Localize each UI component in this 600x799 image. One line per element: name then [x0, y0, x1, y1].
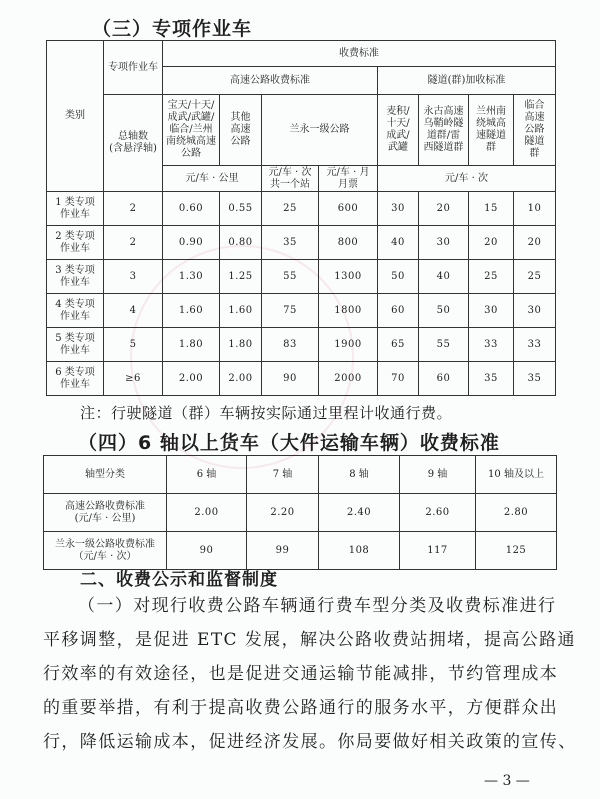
unit-per-trip-station: 元/车 · 次 共一个站	[262, 166, 319, 192]
cell-yonggu: 20	[419, 192, 469, 226]
special-vehicle-table	[46, 40, 556, 396]
header-axles: 总轴数 (含悬浮轴)	[104, 95, 163, 192]
cell-linhe: 30	[514, 294, 556, 328]
cell-maiji: 30	[378, 192, 419, 226]
unit-per-km: 元/车 · 公里	[163, 166, 262, 192]
cell-lanyong-month: 2000	[319, 362, 378, 396]
cell-other: 1.25	[220, 260, 262, 294]
part2-body	[0, 589, 600, 759]
cell-axles: 2	[104, 226, 163, 260]
row-category: 5 类专项作业车	[47, 328, 104, 362]
tunnel-note: 注：行驶隧道（群）车辆按实际通过里程计收通行费。	[80, 404, 453, 422]
table-row	[47, 294, 556, 328]
cell-lanyong-month: 600	[319, 192, 378, 226]
cell-linhe: 25	[514, 260, 556, 294]
cell-value: 99	[247, 532, 319, 570]
paragraph-line: 的重要举措，有利于提高收费公路通行的服务水平，方便群众出	[43, 698, 559, 718]
cell-baotian: 0.90	[163, 226, 220, 260]
cell-baotian: 1.80	[163, 328, 220, 362]
cell-maiji: 60	[378, 294, 419, 328]
cell-value: 2.80	[476, 494, 557, 532]
cell-lanyong-month: 1900	[319, 328, 378, 362]
header-tunnel-standard: 隧道(群)加收标准	[378, 67, 556, 95]
table-row	[44, 494, 557, 532]
header-col-baotian: 宝天/十天/成武/武罐/临合/兰州南绕城高速公路	[163, 95, 220, 166]
unit-monthly-pass: 元/车 · 月 月票	[319, 166, 378, 192]
cell-value: 108	[319, 532, 400, 570]
header-vehicle: 专项作业车	[104, 41, 163, 95]
header-axle-count: 8 轴	[319, 456, 400, 494]
cell-baotian: 0.60	[163, 192, 220, 226]
cell-yonggu: 55	[419, 328, 469, 362]
header-col-lanzhou: 兰州南绕城高速隧道群	[469, 95, 514, 166]
cell-yonggu: 60	[419, 362, 469, 396]
paragraph-line: 行效率的有效途径，也是促进交通运输节能减排，节约管理成本	[43, 664, 559, 684]
page-number: — 3 —	[484, 773, 530, 789]
cell-yonggu: 30	[419, 226, 469, 260]
section3-title: （三）专项作业车	[92, 18, 253, 40]
cell-value: 2.20	[247, 494, 319, 532]
paragraph-line: （一）对现行收费公路车辆通行费车型分类及收费标准进行	[78, 596, 557, 616]
cell-axles: ≥6	[104, 362, 163, 396]
cell-lanyong-trip: 75	[262, 294, 319, 328]
cell-maiji: 65	[378, 328, 419, 362]
cell-linhe: 33	[514, 328, 556, 362]
cell-yonggu: 50	[419, 294, 469, 328]
cell-lanyong-month: 1300	[319, 260, 378, 294]
cell-lanzhou: 30	[469, 294, 514, 328]
cell-value: 117	[400, 532, 476, 570]
cell-lanzhou: 33	[469, 328, 514, 362]
cell-lanyong-month: 800	[319, 226, 378, 260]
row-category: 3 类专项作业车	[47, 260, 104, 294]
cell-lanzhou: 15	[469, 192, 514, 226]
table-row	[47, 260, 556, 294]
table-row	[44, 532, 557, 570]
row-category: 4 类专项作业车	[47, 294, 104, 328]
cell-yonggu: 40	[419, 260, 469, 294]
table-header-row	[44, 456, 557, 494]
row-category: 6 类专项作业车	[47, 362, 104, 396]
header-axle-count: 10 轴及以上	[476, 456, 557, 494]
header-toll-standard: 收费标准	[163, 41, 556, 67]
cell-lanyong-trip: 90	[262, 362, 319, 396]
header-col-maiji: 麦积/十天/成武/武罐	[378, 95, 419, 166]
cell-lanzhou: 20	[469, 226, 514, 260]
cell-axles: 4	[104, 294, 163, 328]
cell-linhe: 35	[514, 362, 556, 396]
unit-per-trip: 元/车 · 次	[378, 166, 556, 192]
cell-lanyong-trip: 55	[262, 260, 319, 294]
cell-other: 0.80	[220, 226, 262, 260]
cell-axles: 2	[104, 192, 163, 226]
paragraph-line: 行，降低运输成本，促进经济发展。你局要做好相关政策的宣传、	[43, 732, 577, 752]
header-expressway-standard: 高速公路收费标准	[163, 67, 378, 95]
cell-lanyong-trip: 25	[262, 192, 319, 226]
table-row	[47, 226, 556, 260]
header-axle-count: 9 轴	[400, 456, 476, 494]
cell-other: 1.60	[220, 294, 262, 328]
cell-other: 1.80	[220, 328, 262, 362]
header-axle-count: 7 轴	[247, 456, 319, 494]
section4-title: （四）6 轴以上货车（大件运输车辆）收费标准	[78, 432, 500, 454]
cell-baotian: 1.60	[163, 294, 220, 328]
cell-maiji: 40	[378, 226, 419, 260]
cell-value: 2.40	[319, 494, 400, 532]
cell-baotian: 1.30	[163, 260, 220, 294]
table-row	[47, 328, 556, 362]
cell-value: 125	[476, 532, 557, 570]
table-row	[47, 362, 556, 396]
cell-value: 2.00	[167, 494, 247, 532]
cell-lanzhou: 35	[469, 362, 514, 396]
cell-linhe: 10	[514, 192, 556, 226]
row-label: 高速公路收费标准 (元/车 · 公里)	[44, 494, 167, 532]
cell-lanzhou: 25	[469, 260, 514, 294]
header-axle-count: 6 轴	[167, 456, 247, 494]
row-label: 兰永一级公路收费标准 （元/车 · 次）	[44, 532, 167, 570]
table-row	[47, 192, 556, 226]
header-col-lanyong: 兰永一级公路	[262, 95, 378, 166]
cell-linhe: 20	[514, 226, 556, 260]
header-axle-type: 轴型分类	[44, 456, 167, 494]
cell-other: 2.00	[220, 362, 262, 396]
cell-axles: 3	[104, 260, 163, 294]
header-col-linhe: 临合高速公路隧道群	[514, 95, 556, 166]
row-category: 2 类专项作业车	[47, 226, 104, 260]
header-category: 类别	[47, 41, 104, 192]
cell-maiji: 70	[378, 362, 419, 396]
cell-lanyong-month: 1800	[319, 294, 378, 328]
cell-value: 90	[167, 532, 247, 570]
paragraph-line: 平移调整，是促进 ETC 发展，解决公路收费站拥堵，提高公路通	[43, 630, 576, 650]
cell-axles: 5	[104, 328, 163, 362]
cell-lanyong-trip: 83	[262, 328, 319, 362]
header-col-yonggu: 永古高速乌鞘岭隧道群/雷西隧道群	[419, 95, 469, 166]
cell-baotian: 2.00	[163, 362, 220, 396]
oversize-truck-table	[43, 455, 557, 570]
cell-lanyong-trip: 35	[262, 226, 319, 260]
part2-heading: 二、收费公示和监督制度	[80, 570, 278, 590]
row-category: 1 类专项作业车	[47, 192, 104, 226]
cell-maiji: 50	[378, 260, 419, 294]
cell-other: 0.55	[220, 192, 262, 226]
header-col-other: 其他高速公路	[220, 95, 262, 166]
cell-value: 2.60	[400, 494, 476, 532]
